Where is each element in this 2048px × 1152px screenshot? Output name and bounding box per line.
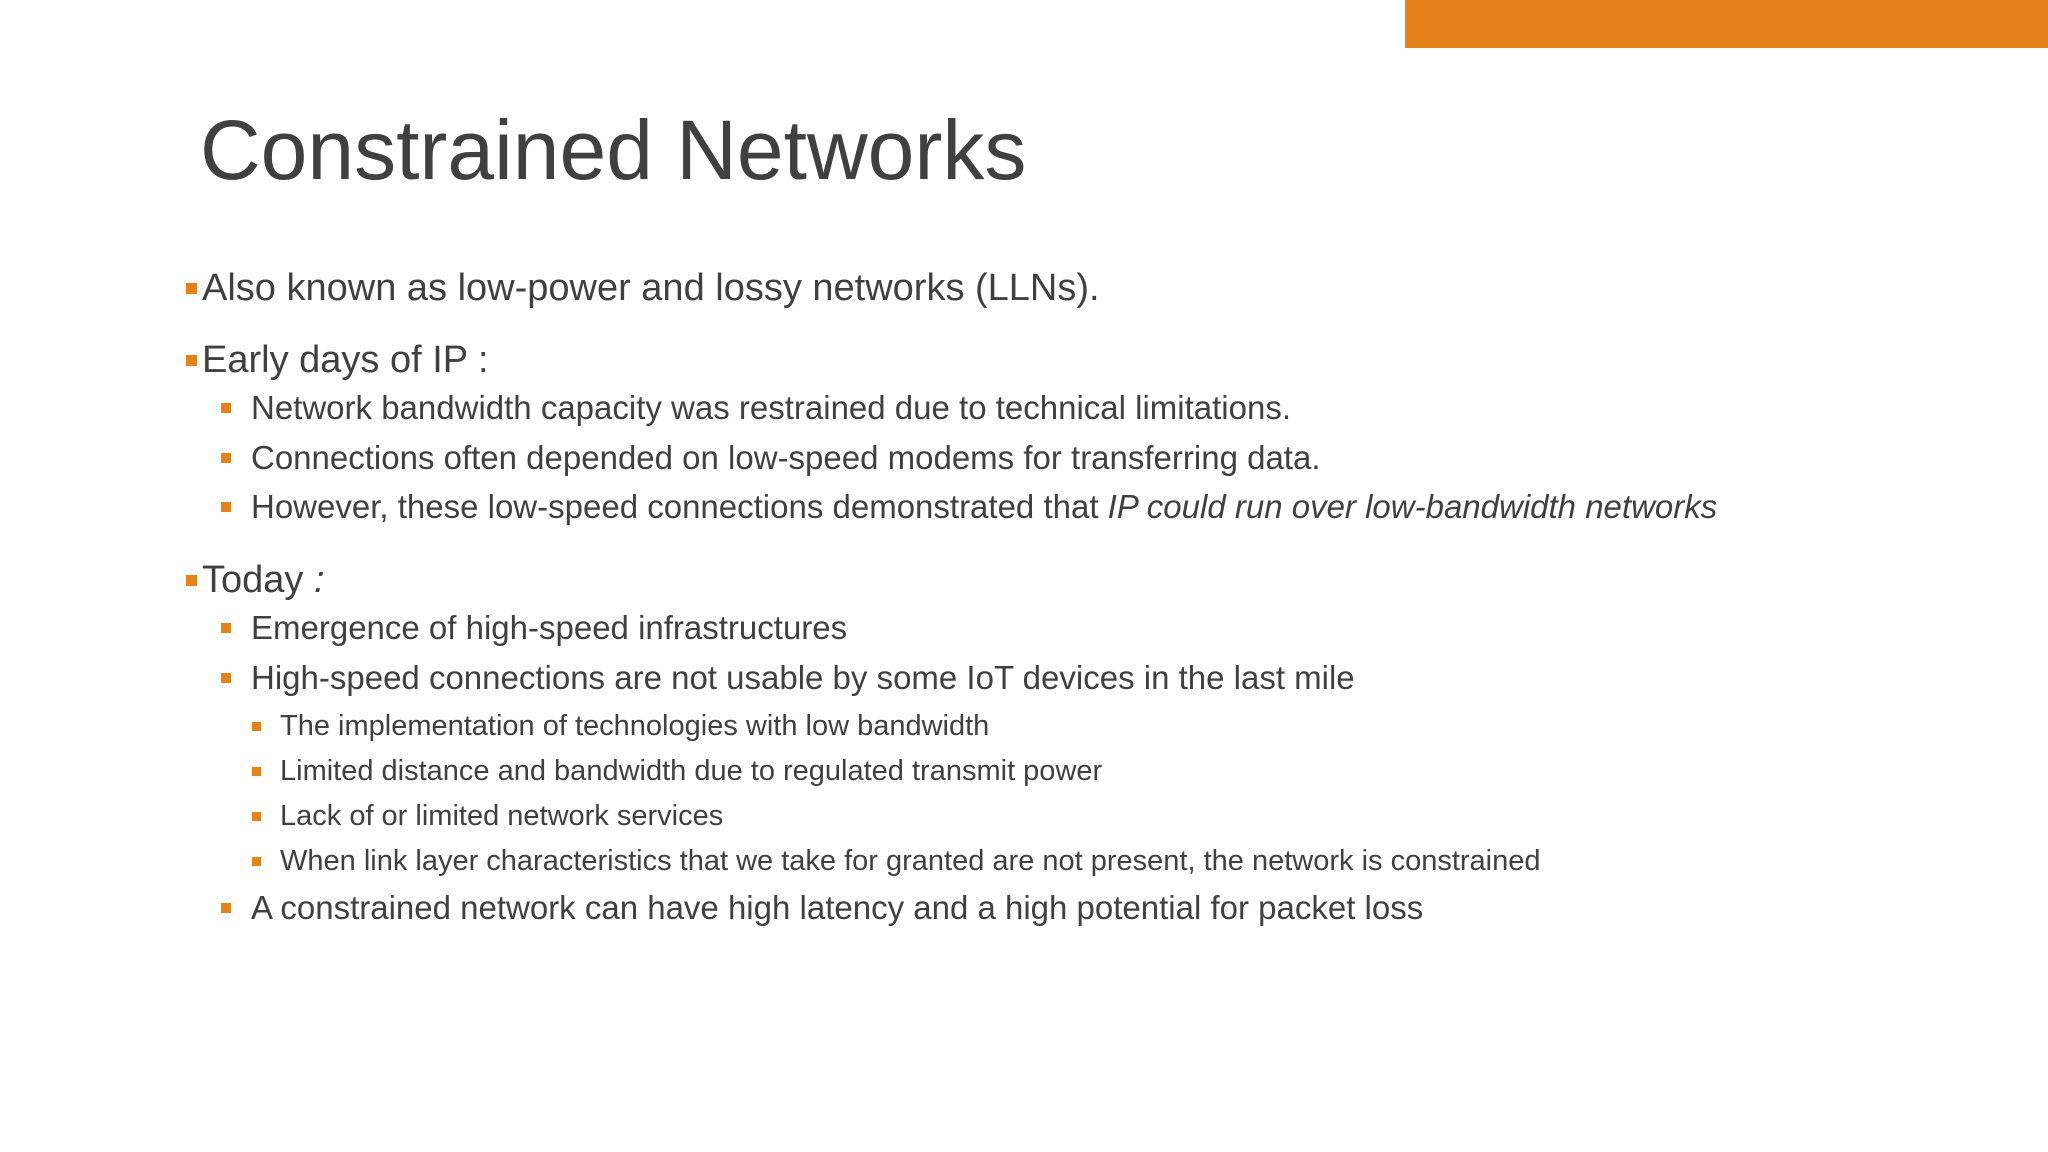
square-bullet-icon [252,812,261,821]
square-bullet-icon [221,673,231,683]
bullet-text: The implementation of technologies with low bandwidth [280,709,990,742]
bullet-text: Early days of IP : [202,338,489,381]
bullet-last-mile [221,656,1355,700]
bullet-text: Today [202,558,304,601]
square-bullet-icon [186,355,197,366]
bullet-emphasis: : [303,558,325,601]
bullet-text: Connections often depended on low-speed modems for transferring data. [251,439,1321,476]
bullet-llns [186,263,1100,313]
square-bullet-icon [221,502,231,512]
bullet-early-days [186,335,489,385]
square-bullet-icon [186,575,197,586]
bullet-text: Also known as low-power and lossy networks (LLNs). [202,266,1100,309]
bullet-latency-loss [221,886,1423,930]
bullet-text: High-speed connections are not usable by some IoT devices in the last mile [251,659,1355,696]
bullet-transmit-power [252,751,1102,791]
bullet-ip-low-bandwidth [221,485,1717,529]
bullet-low-speed-modems [221,436,1321,480]
bullet-link-layer [252,841,1541,881]
square-bullet-icon [252,722,261,731]
bullet-text: When link layer characteristics that we take for granted are not present, the network is constrained [280,844,1541,877]
bullet-emphasis: IP could run over low-bandwidth networks [1107,488,1718,525]
square-bullet-icon [186,283,197,294]
bullet-today [186,555,325,605]
bullet-text: Network bandwidth capacity was restrained due to technical limitations. [251,389,1292,426]
square-bullet-icon [221,623,231,633]
square-bullet-icon [252,857,261,866]
bullet-text: Emergence of high-speed infrastructures [251,609,848,646]
bullet-bandwidth-restrained [221,386,1291,430]
bullet-text: Limited distance and bandwidth due to regulated transmit power [280,754,1103,787]
square-bullet-icon [221,453,231,463]
bullet-network-services [252,796,723,836]
slide-title: Constrained Networks [200,103,1027,197]
square-bullet-icon [221,903,231,913]
square-bullet-icon [252,767,261,776]
bullet-high-speed-infra [221,606,847,650]
bullet-text: A constrained network can have high latency and a high potential for packet loss [251,889,1424,926]
bullet-text: Lack of or limited network services [280,799,724,832]
bullet-low-bandwidth-tech [252,706,989,746]
bullet-text: However, these low-speed connections demonstrated that [251,488,1108,525]
square-bullet-icon [221,403,231,413]
